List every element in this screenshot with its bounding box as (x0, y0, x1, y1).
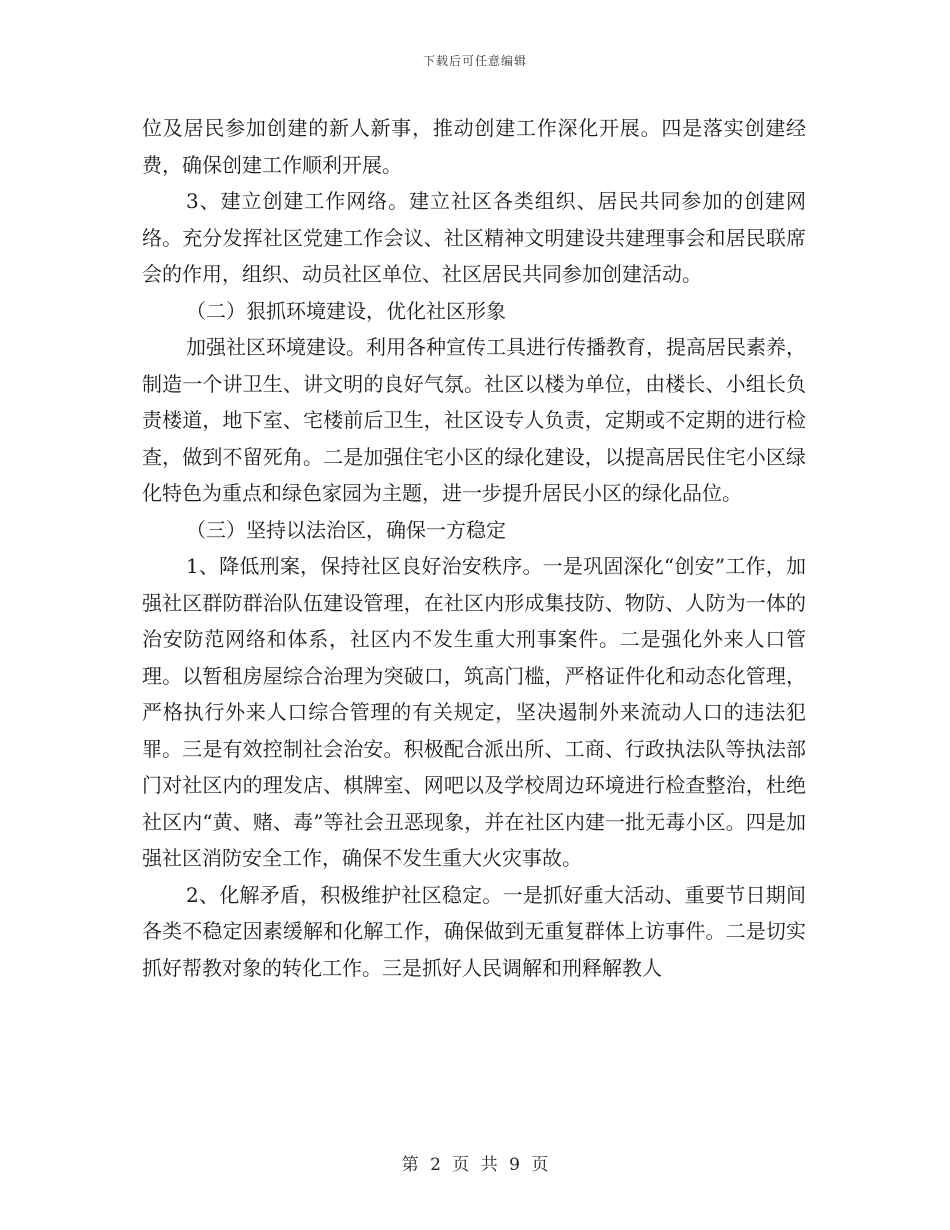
section-heading-rule-of-law: （三）坚持以法治区，确保一方稳定 (186, 517, 506, 542)
paragraph-network: 3、建立创建工作网络。建立社区各类组织、居民共同参加的创建网络。充分发挥社区党建工作会议、社区精神文明建设共建理事会和居民联席会的作用，组织、动员社区单位、社区居民共同参加创建活动。 (142, 189, 806, 286)
page-number: 第 2 页 共 9 页 (401, 1155, 549, 1175)
document-body (142, 110, 806, 986)
paragraph-resolve-conflicts: 2、化解矛盾，积极维护社区稳定。一是抓好重大活动、重要节日期间各类不稳定因素缓解和化解工作，确保做到无重复群体上访事件。二是切实抓好帮教对象的转化工作。三是抓好人民调解和刑释解教人 (142, 882, 806, 980)
paragraph-environment: 加强社区环境建设。利用各种宣传工具进行传播教育，提高居民素养，制造一个讲卫生、讲文明的良好气氛。社区以楼为单位，由楼长、小组长负责楼道，地下室、宅楼前后卫生，社区设专人负责，定期或不定期的进行检查，做到不留死角。二是加强住宅小区的绿化建设，以提高居民住宅小区绿化特色为重点和绿色家园为主题，进一步提升居民小区的绿化品位。 (142, 335, 806, 505)
header-note: 下载后可任意编辑 (422, 54, 527, 68)
paragraph-continued: 位及居民参加创建的新人新事，推动创建工作深化开展。四是落实创建经费，确保创建工作顺利开展。 (142, 116, 806, 177)
paragraph-public-security: 1、降低刑案，保持社区良好治安秩序。一是巩固深化“创安”工作，加强社区群防群治队伍建设管理，在社区内形成集技防、物防、人防为一体的治安防范网络和体系，社区内不发生重大刑事案件。二是强化外来人口管理。以暂租房屋综合治理为突破口，筑高门槛，严格证件化和动态化管理，严格执行外来人口综合管理的有关规定，坚决遏制外来流动人口的违法犯罪。三是有效控制社会治安。积极配合派出所、工商、行政执法队等执法部门对社区内的理发店、棋牌室、网吧以及学校周边环境进行检查整治，杜绝社区内“黄、赌、毒”等社会丑恶现象，并在社区内建一批无毒小区。四是加强社区消防安全工作，确保不发生重大火灾事故。 (142, 554, 806, 870)
section-heading-environment: （二）狠抓环境建设，优化社区形象 (186, 298, 506, 323)
